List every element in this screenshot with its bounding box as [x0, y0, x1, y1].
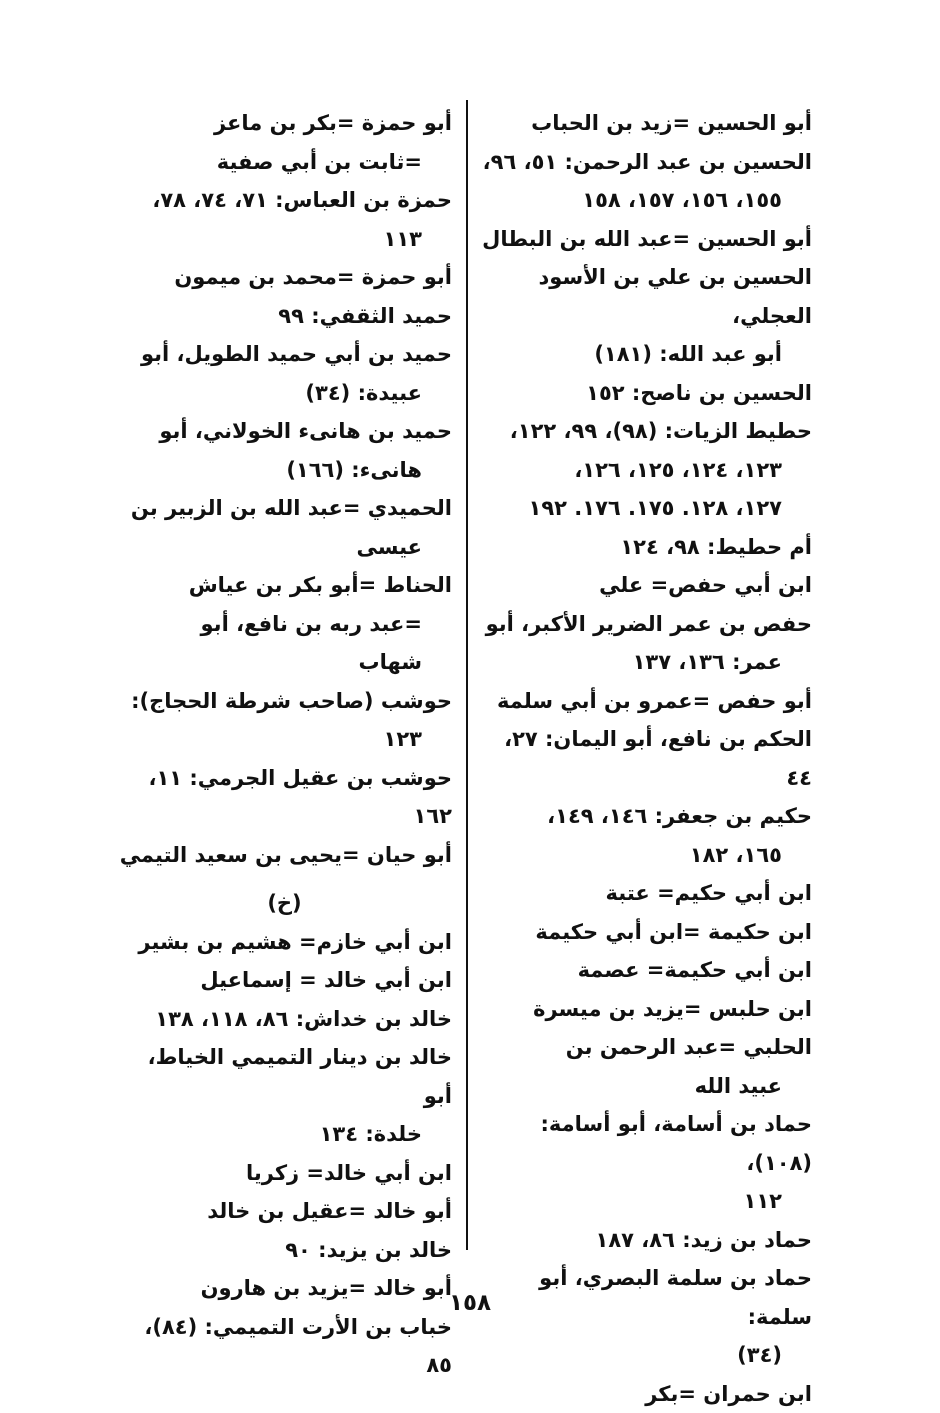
index-column-left [117, 104, 452, 1385]
letter-heading: (خ) [117, 884, 452, 923]
index-entry [472, 566, 812, 605]
entry-line: الحلبي =عبد الرحمن بن [472, 1028, 812, 1067]
index-entry [117, 489, 452, 566]
entry-continuation-line: ١٢٣ [117, 720, 452, 759]
entry-continuation-line: عبيد الله [472, 1067, 812, 1106]
index-entry [117, 297, 452, 336]
index-entry [117, 923, 452, 962]
index-entry [472, 220, 812, 259]
index-entry [472, 682, 812, 721]
index-entry [472, 874, 812, 913]
entry-continuation-line: ١٢٣، ١٢٤، ١٢٥، ١٢٦، [472, 451, 812, 490]
index-entry [472, 143, 812, 220]
page-number: ١٥٨ [0, 1290, 940, 1316]
index-entry [117, 759, 452, 836]
entry-line: حكيم بن جعفر: ١٤٦، ١٤٩، [472, 797, 812, 836]
entry-line: الحسين بن عبد الرحمن: ٥١، ٩٦، [472, 143, 812, 182]
index-entry [472, 1375, 812, 1413]
index-entry [117, 961, 452, 1000]
entry-line: حوشب (صاحب شرطة الحجاج): [117, 682, 452, 721]
index-entry [117, 1231, 452, 1270]
index-entry [117, 1308, 452, 1385]
index-entry [117, 258, 452, 297]
index-entry [472, 913, 812, 952]
index-entry [117, 682, 452, 759]
index-entry [117, 1192, 452, 1231]
entry-continuation-line: أبو عبد الله: (١٨١) [472, 335, 812, 374]
index-entry [117, 836, 452, 875]
entry-continuation-line: خلدة: ١٣٤ [117, 1115, 452, 1154]
index-entry [472, 1028, 812, 1105]
entry-line: أبو الحسين =زيد بن الحباب [472, 104, 812, 143]
index-entries-ha [117, 104, 452, 874]
entry-line: خالد بن يزيد: ٩٠ [117, 1231, 452, 1270]
entry-line: ابن حلبس =يزيد بن ميسرة [472, 990, 812, 1029]
entry-continuation-line: =ثابت بن أبي صفية [117, 143, 452, 182]
index-entry [472, 412, 812, 528]
index-entry [472, 951, 812, 990]
entry-line: حميد بن هانىء الخولاني، أبو [117, 412, 452, 451]
entry-line: حمزة بن العباس: ٧١، ٧٤، ٧٨، [117, 181, 452, 220]
entry-line: أبو حفص =عمرو بن أبي سلمة [472, 682, 812, 721]
index-entry [117, 566, 452, 682]
entry-line: ابن أبي حفص= علي [472, 566, 812, 605]
entry-continuation-line: ١٢٧، ١٢٨. ١٧٥. ١٧٦. ١٩٢ [472, 489, 812, 528]
index-entry [117, 1038, 452, 1154]
entry-continuation-line: ١٦٥، ١٨٢ [472, 836, 812, 875]
index-entry [117, 104, 452, 181]
entry-line: الحميدي =عبد الله بن الزبير بن [117, 489, 452, 528]
index-entry [472, 990, 812, 1029]
entry-continuation-line: =عبد ربه بن نافع، أبو [117, 605, 452, 644]
entry-continuation-line: عبيدة: (٣٤) [117, 374, 452, 413]
index-entry [117, 335, 452, 412]
entry-line: الحسين بن علي بن الأسود العجلي، [472, 258, 812, 335]
entry-line: ابن أبي خازم= هشيم بن بشير [117, 923, 452, 962]
index-entry [472, 720, 812, 797]
entry-line: أبو حمزة =محمد بن ميمون [117, 258, 452, 297]
entry-continuation-line: ١١٣ [117, 220, 452, 259]
index-entry [117, 1000, 452, 1039]
entry-line: أبو حمزة =بكر بن ماعز [117, 104, 452, 143]
entry-continuation-line: عمر: ١٣٦، ١٣٧ [472, 643, 812, 682]
entry-line: الحسين بن ناصح: ١٥٢ [472, 374, 812, 413]
entry-line: ابن أبي خالد= زكريا [117, 1154, 452, 1193]
entry-continuation-line: شهاب [117, 643, 452, 682]
index-entry [117, 412, 452, 489]
index-entry [472, 797, 812, 874]
entry-line: ابن أبي خالد = إسماعيل [117, 961, 452, 1000]
entry-line: الحناط =أبو بكر بن عياش [117, 566, 452, 605]
index-entry [472, 1221, 812, 1260]
index-entry [472, 1259, 812, 1375]
entry-line: أبو الحسين =عبد الله بن البطال [472, 220, 812, 259]
entry-line: أبو حيان =يحيى بن سعيد التيمي [117, 836, 452, 875]
entry-line: حماد بن أسامة، أبو أسامة: (١٠٨)، [472, 1105, 812, 1182]
entry-line: حفص بن عمر الضرير الأكبر، أبو [472, 605, 812, 644]
index-entry [472, 528, 812, 567]
entry-line: خباب بن الأرت التميمي: (٨٤)، ٨٥ [117, 1308, 452, 1385]
index-entry [472, 605, 812, 682]
column-divider [466, 100, 468, 1250]
entry-continuation-line: ١١٢ [472, 1182, 812, 1221]
entry-line: ابن أبي حكيم= عتبة [472, 874, 812, 913]
index-entry [472, 374, 812, 413]
entry-continuation-line: ١٥٥، ١٥٦، ١٥٧، ١٥٨ [472, 181, 812, 220]
entry-continuation-line: هانىء: (١٦٦) [117, 451, 452, 490]
index-entry [117, 1154, 452, 1193]
entry-line: حماد بن سلمة البصري، أبو سلمة: [472, 1259, 812, 1336]
entry-line: أبو خالد =عقيل بن خالد [117, 1192, 452, 1231]
index-entry [472, 104, 812, 143]
entry-line: أبو خالد =يزيد بن هارون [117, 1269, 452, 1308]
index-entry [117, 181, 452, 258]
index-column-right [472, 104, 812, 1413]
entry-line: حطيط الزيات: (٩٨)، ٩٩، ١٢٢، [472, 412, 812, 451]
entry-line: ابن حكيمة =ابن أبي حكيمة [472, 913, 812, 952]
entry-line: حميد الثقفي: ٩٩ [117, 297, 452, 336]
entry-line: حماد بن زيد: ٨٦، ١٨٧ [472, 1221, 812, 1260]
entry-line: الحكم بن نافع، أبو اليمان: ٢٧، ٤٤ [472, 720, 812, 797]
index-entry [472, 258, 812, 374]
entry-continuation-line: عيسى [117, 528, 452, 567]
index-entry [472, 1105, 812, 1221]
entry-line: ابن حمران =بكر [472, 1375, 812, 1413]
entry-line: خالد بن دينار التميمي الخياط، أبو [117, 1038, 452, 1115]
entry-line: ابن أبي حكيمة= عصمة [472, 951, 812, 990]
entry-continuation-line: (٣٤) [472, 1336, 812, 1375]
entry-line: أم حطيط: ٩٨، ١٢٤ [472, 528, 812, 567]
entry-line: حوشب بن عقيل الجرمي: ١١، ١٦٢ [117, 759, 452, 836]
entry-line: خالد بن خداش: ٨٦، ١١٨، ١٣٨ [117, 1000, 452, 1039]
entry-line: حميد بن أبي حميد الطويل، أبو [117, 335, 452, 374]
